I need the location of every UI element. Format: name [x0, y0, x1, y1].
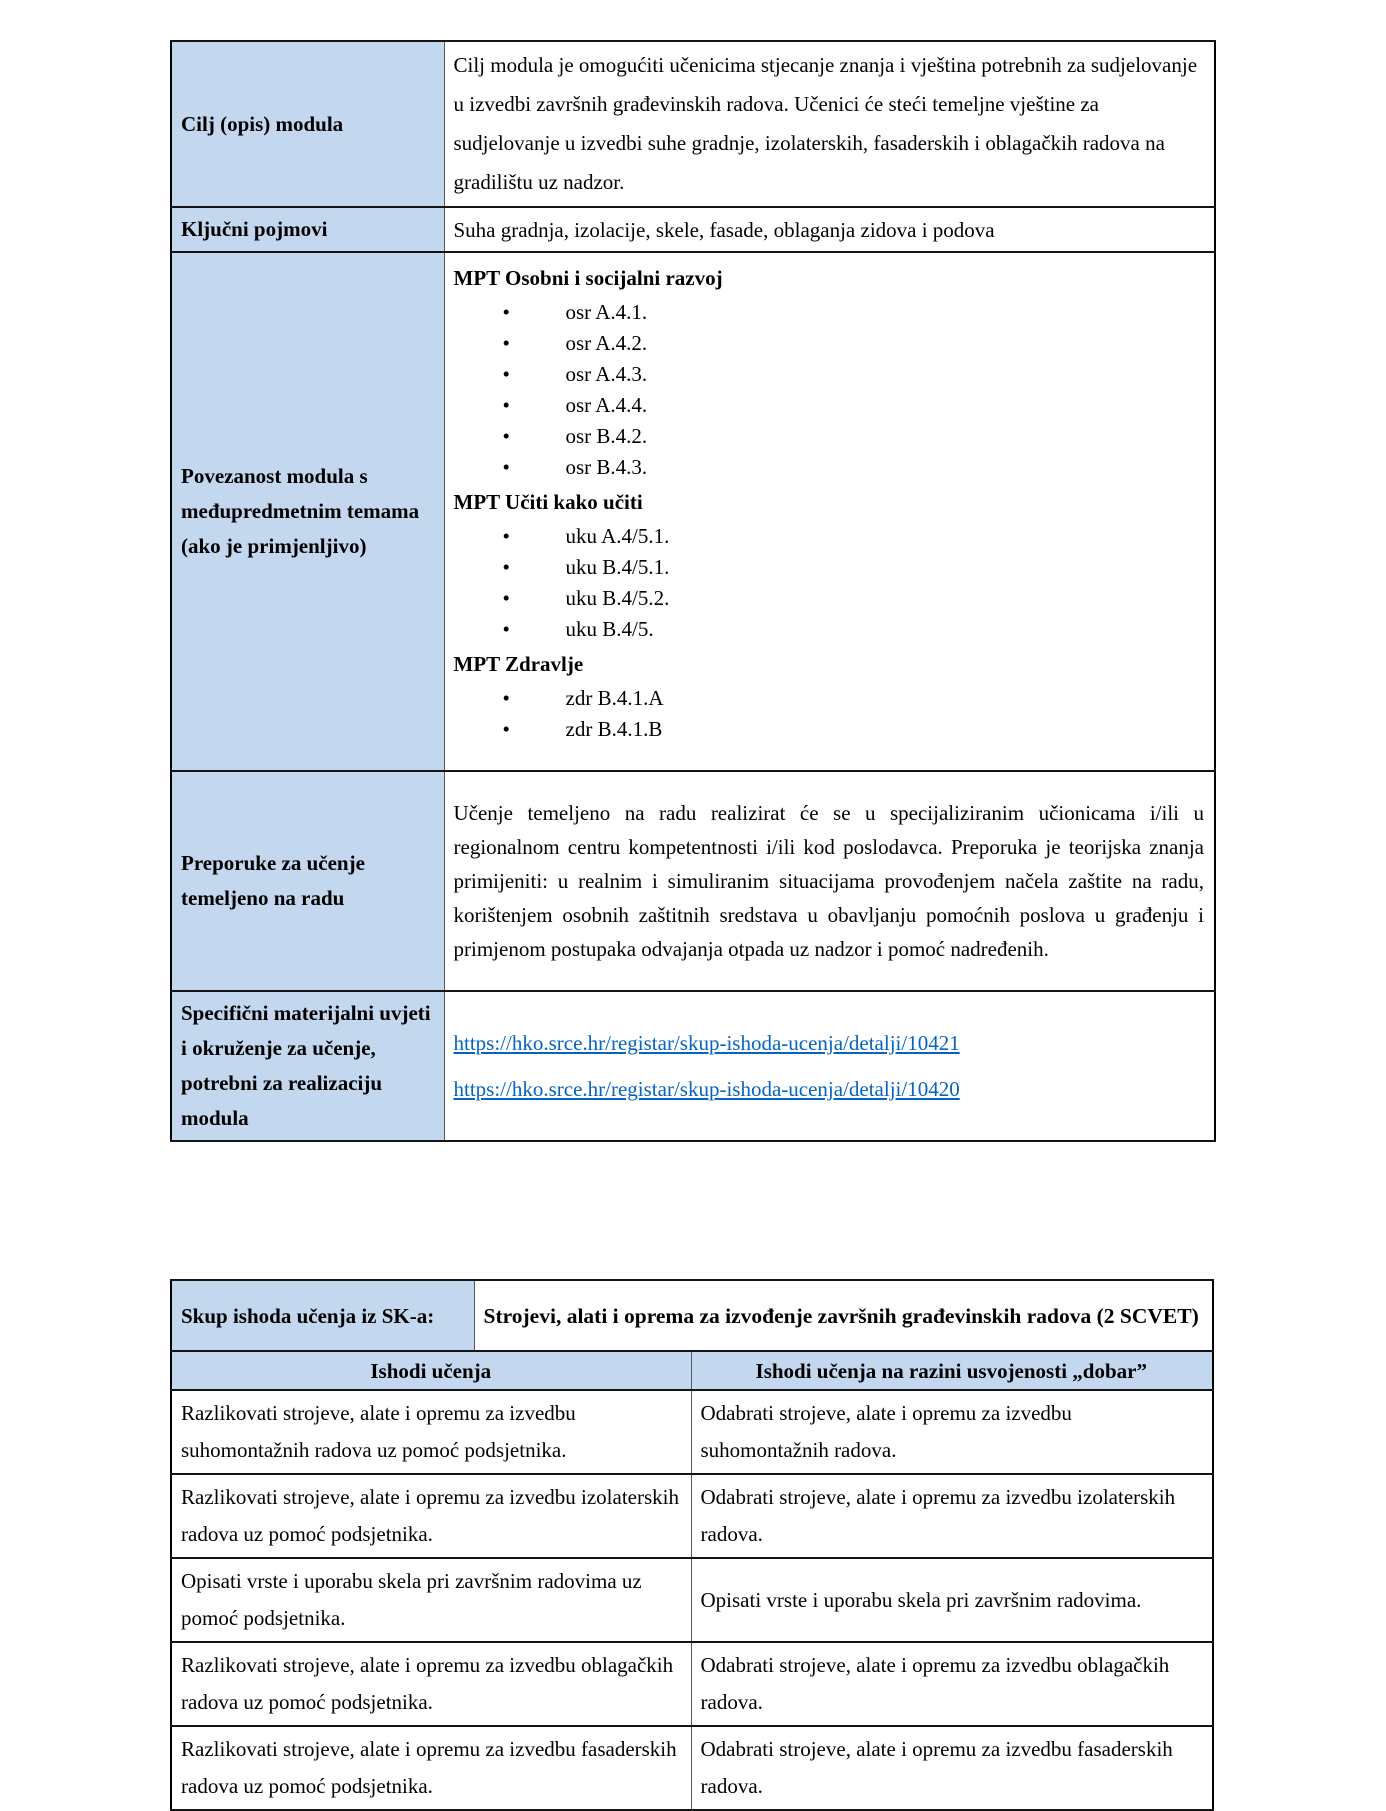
- mpt-item: • osr A.4.1.: [454, 297, 1205, 328]
- cell-preporuke-text: [444, 771, 1215, 991]
- outcome-right: Odabrati strojeve, alate i opremu za izvedbu oblagačkih radova.: [691, 1642, 1213, 1726]
- outcome-left: Razlikovati strojeve, alate i opremu za izvedbu suhomontažnih radova uz pomoć podsjetnika.: [171, 1390, 691, 1474]
- row-label-cilj: Cilj (opis) modula: [171, 41, 444, 207]
- mpt-item: • osr A.4.3.: [454, 359, 1205, 390]
- column-header-ishodi: Ishodi učenja: [171, 1351, 691, 1390]
- outcome-left: Razlikovati strojeve, alate i opremu za izvedbu fasaderskih radova uz pomoć podsjetnika.: [171, 1726, 691, 1810]
- kljucni-pojmovi-text: Suha gradnja, izolacije, skele, fasade, oblaganja zidova i podova: [453, 217, 995, 242]
- table-row-specificni-uvjeti: [171, 991, 1215, 1141]
- mpt-item: • uku B.4/5.2.: [454, 583, 1205, 614]
- outcome-row: [171, 1474, 1213, 1558]
- mpt-item: • osr B.4.2.: [454, 421, 1205, 452]
- table-row-povezanost: [171, 252, 1215, 771]
- outcomes-set-row: [171, 1280, 1213, 1351]
- table-row-cilj: [171, 41, 1215, 207]
- row-label-specificni-uvjeti: Specifični materijalni uvjeti i okruženje za učenje, potrebni za realizaciju modula: [171, 991, 444, 1141]
- outcome-left: Razlikovati strojeve, alate i opremu za izvedbu oblagačkih radova uz pomoć podsjetnika.: [171, 1642, 691, 1726]
- outcome-right: Opisati vrste i uporabu skela pri završnim radovima.: [691, 1558, 1213, 1642]
- mpt-item: • osr B.4.3.: [454, 452, 1205, 483]
- table-row-kljucni-pojmovi: [171, 207, 1215, 252]
- mpt-item: • uku A.4/5.1.: [454, 521, 1205, 552]
- outcomes-header-row: [171, 1351, 1213, 1390]
- outcomes-set-label: Skup ishoda učenja iz SK-a:: [171, 1280, 474, 1351]
- outcome-left: Opisati vrste i uporabu skela pri završnim radovima uz pomoć podsjetnika.: [171, 1558, 691, 1642]
- hko-link-10420[interactable]: https://hko.srce.hr/registar/skup-ishoda-ucenja/detalji/10420: [453, 1077, 960, 1101]
- mpt-item: • uku B.4/5.: [454, 614, 1205, 645]
- hko-link-10421[interactable]: https://hko.srce.hr/registar/skup-ishoda-ucenja/detalji/10421: [453, 1031, 960, 1055]
- link-line: [454, 1066, 1205, 1112]
- row-label-preporuke: Preporuke za učenje temeljeno na radu: [171, 771, 444, 991]
- learning-outcomes-table: [170, 1279, 1214, 1811]
- cell-links: [444, 991, 1215, 1141]
- outcome-left: Razlikovati strojeve, alate i opremu za izvedbu izolaterskih radova uz pomoć podsjetnika.: [171, 1474, 691, 1558]
- mpt-item: • zdr B.4.1.A: [454, 683, 1205, 714]
- mpt-group-heading: MPT Učiti kako učiti: [453, 490, 643, 514]
- mpt-item: • uku B.4/5.1.: [454, 552, 1205, 583]
- preporuke-paragraph: Učenje temeljeno na radu realizirat će se u specijaliziranim učionicama i/ili u regionalnom centru kompetentnosti i/ili kod poslodavca. Preporuka je teorijska znanja primijeniti: u realnim i simuliranim situacijama provođenjem načela zaštite na radu, korištenjem osobnih zaštitnih sredstava u obavljanju pomoćnih poslova u građenju i primjenom postupaka odvajanja otpada uz nadzor i pomoć nadređenih.: [453, 801, 1204, 961]
- row-label-kljucni-pojmovi: Ključni pojmovi: [171, 207, 444, 252]
- mpt-group-heading: MPT Osobni i socijalni razvoj: [453, 266, 723, 290]
- link-line: [454, 1020, 1205, 1066]
- outcome-row: [171, 1726, 1213, 1810]
- cell-mpt-list: [444, 252, 1215, 771]
- mpt-group-heading: MPT Zdravlje: [453, 652, 584, 676]
- mpt-item: • osr A.4.4.: [454, 390, 1205, 421]
- outcome-row: [171, 1390, 1213, 1474]
- table-row-preporuke: [171, 771, 1215, 991]
- mpt-item: • osr A.4.2.: [454, 328, 1205, 359]
- outcomes-set-title: Strojevi, alati i oprema za izvođenje završnih građevinskih radova (2 SCVET): [474, 1280, 1213, 1351]
- outcome-row: [171, 1558, 1213, 1642]
- outcome-right: Odabrati strojeve, alate i opremu za izvedbu fasaderskih radova.: [691, 1726, 1213, 1810]
- outcome-right: Odabrati strojeve, alate i opremu za izvedbu suhomontažnih radova.: [691, 1390, 1213, 1474]
- cell-cilj-text: [444, 41, 1215, 207]
- cilj-paragraph: Cilj modula je omogućiti učenicima stjecanje znanja i vještina potrebnih za sudjelovanje u izvedbi završnih građevinskih radova. Učenici će steći temeljne vještine za sudjelovanje u izvedbi suhe gradnje, izolaterskih, fasaderskih i oblagačkih radova na gradilištu uz nadzor.: [453, 53, 1198, 194]
- outcome-right: Odabrati strojeve, alate i opremu za izvedbu izolaterskih radova.: [691, 1474, 1213, 1558]
- module-info-table: [170, 40, 1216, 1142]
- outcome-row: [171, 1642, 1213, 1726]
- mpt-item: • zdr B.4.1.B: [454, 714, 1205, 745]
- cell-kljucni-pojmovi-text: [444, 207, 1215, 252]
- column-header-ishodi-dobar: Ishodi učenja na razini usvojenosti „dobar”: [691, 1351, 1213, 1390]
- row-label-povezanost: Povezanost modula s međupredmetnim temama (ako je primjenljivo): [171, 252, 444, 771]
